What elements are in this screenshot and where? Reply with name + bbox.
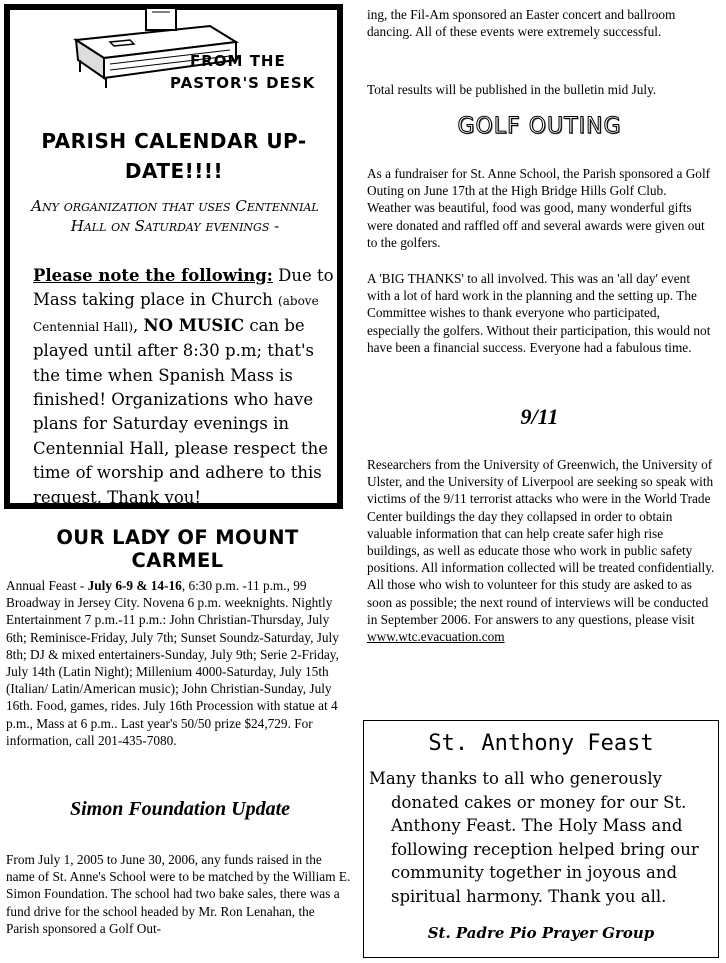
continued-text: ing, the Fil-Am sponsored an Easter concert and ballroom dancing. All of these events were extremely successful. (367, 7, 676, 40)
note-lead: Please note the following: (33, 266, 273, 285)
note-bold: NO MUSIC (143, 315, 245, 335)
note-text-3: can be played until after 8:30 p.m; that's the time when Spanish Mass is finished! Organizations who have plans for Saturday evenings in Centennial Hall, please respect the time of worship and adhere to this request. Thank you! (33, 315, 329, 507)
simon-title: Simon Foundation Update (69, 798, 291, 820)
anthony-title: St. Anthony Feast (428, 731, 654, 756)
carmel-title: OUR LADY OF MOUNT CARMEL (56, 526, 299, 572)
calendar-note (33, 264, 343, 510)
note-small: (above Centennial Hall) (33, 294, 319, 334)
pastors-desk-logo (70, 6, 316, 98)
anthony-body: Many thanks to all who generously donated cakes or money for our St. Anthony Feast. The Holy Mass and following reception helped bring our community together in joyous and spiritual harmony. Thank you all. (369, 769, 699, 906)
simon-body: From July 1, 2005 to June 30, 2006, any funds raised in the name of St. Anne's School were to be matched by the William E. Simon Foundation. The school had two bake sales, there was a fund drive for the school headed by Mr. Ron Lenahan, the Parish sponsored a Golf Out- (6, 852, 351, 936)
note-text-1: Due to Mass taking place in Church (33, 266, 334, 310)
calendar-title: PARISH CALENDAR UP-DATE!!!! (41, 129, 307, 183)
total-results-text: Total results will be published in the bulletin mid July. (367, 82, 657, 97)
nine-eleven-title: 9/11 (520, 404, 559, 429)
nine-eleven-body (367, 456, 717, 645)
golf-paragraph-2: A 'BIG THANKS' to all involved. This was an 'all day' event with a lot of hard work in the planning and the setting up. The Committee wishes to thank everyone who participated, especially the golfers. Without their participation, this would not have been a financial success. Everyone had a fabulous time. (367, 271, 711, 355)
anthony-signature: St. Padre Pio Prayer Group (427, 924, 655, 942)
nine-eleven-text: Researchers from the University of Greenwich, the University of Ulster, and the University of Liverpool are seeking so speak with victims of the 9/11 terrorist attacks who were in the World Trade Center buildings the day they collapsed in order to obtain valuable information that can help create safer high rise buildings, as well as educate those who work in public safety positions. All information collected will be treated confidentially. All those who wish to volunteer for this study are asked to as soon as possible; the next round of interviews will be conducted in September 2006. For answers to any questions, please visit (367, 457, 715, 627)
note-text-2: , (133, 315, 144, 335)
logo-line-2: PASTOR'S DESK (170, 74, 316, 92)
golf-paragraph-1: As a fundraiser for St. Anne School, the Parish sponsored a Golf Outing on June 17th at the High Bridge Hills Golf Club. Weather was beautiful, food was good, many wonderful gifts were donated and raffled off and several awards were given out to the golfers. (367, 166, 711, 250)
carmel-text-1: Annual Feast - (6, 578, 88, 593)
wtc-evacuation-link[interactable]: www.wtc.evacuation.com (367, 629, 505, 645)
calendar-subtitle: Any organization that uses Centennial Hall on Saturday evenings - (31, 197, 319, 235)
carmel-text-2: , 6:30 p.m. -11 p.m., 99 Broadway in Jersey City. Novena 6 p.m. weeknights. Nightly Entertainment 7 p.m.-11 p.m.: John Christian-Thursday, July 6th; Reminisce-Friday, July 7th; Sunset Soundz-Saturday, July 8th; DJ & mixed entertainers-Sunday, July 9th; Serie 2-Friday, July 14th (Latin Night); Millenium 4000-Saturday, July 15th (Italian/ Latin/American music); John Christian-Sunday, July 16th. Food, games, rides. July 16th Procession with statue at 4 p.m., Mass at 6 p.m.. Last year's 50/50 prize $24,729. For information, call 201-435-7080. (6, 578, 339, 748)
logo-line-1: FROM THE (190, 52, 286, 70)
carmel-body (6, 577, 351, 749)
carmel-dates: July 6-9 & 14-16 (87, 578, 182, 593)
golf-title: GOLF OUTING (457, 114, 622, 139)
